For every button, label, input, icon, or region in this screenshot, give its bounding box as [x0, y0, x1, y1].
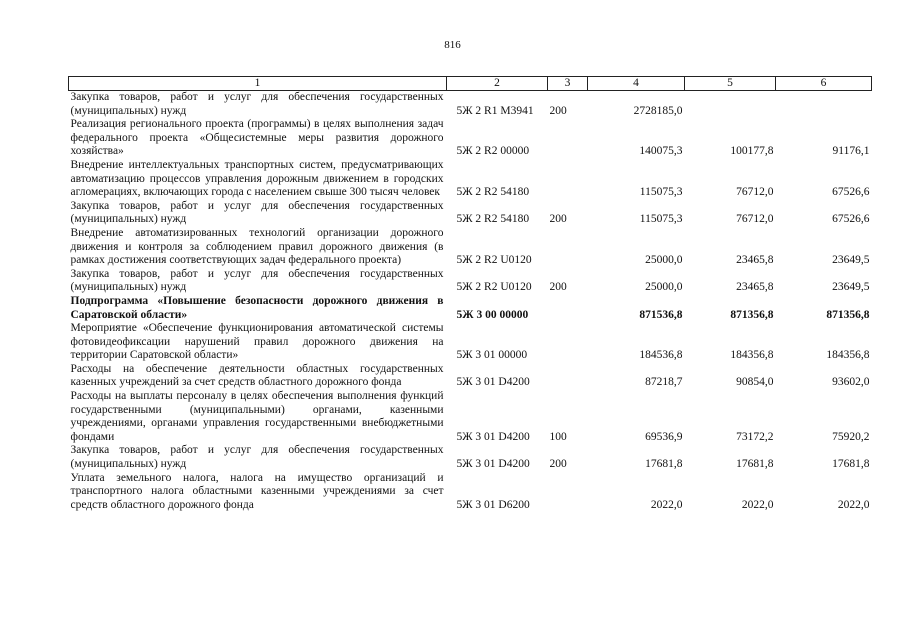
row-value-col-6: 2022,0: [837, 498, 870, 511]
row-name: Закупка товаров, работ и услуг для обеспечения государственных (муниципальных) нужд: [70, 199, 444, 226]
row-kvr: 200: [549, 458, 567, 471]
table-row: [69, 118, 872, 159]
row-code: 5Ж 2 R2 U0120: [456, 254, 532, 267]
header-col-1: 1: [69, 77, 447, 91]
row-code: 5Ж 2 R1 М3941: [456, 104, 534, 117]
row-code: 5Ж 3 01 D4200: [456, 458, 530, 471]
row-code: 5Ж 3 01 D4200: [456, 376, 530, 389]
table-row: [69, 390, 872, 444]
row-name: Закупка товаров, работ и услуг для обеспечения государственных (муниципальных) нужд: [70, 444, 444, 471]
table-row: [69, 363, 872, 390]
row-value-col-6: [776, 91, 872, 119]
row-kvr: 200: [549, 281, 567, 294]
row-value-col-5: 184356,8: [730, 349, 774, 362]
table-header-row: [69, 77, 872, 91]
table-row: [69, 159, 872, 200]
row-value-col-5: 17681,8: [736, 458, 774, 471]
row-code: 5Ж 3 01 D6200: [456, 498, 530, 511]
row-value-col-4: 25000,0: [645, 254, 683, 267]
row-value-col-6: 75920,2: [832, 430, 870, 443]
table-row: [69, 444, 872, 471]
header-col-2: 2: [447, 77, 548, 91]
row-code: 5Ж 3 00 00000: [456, 308, 529, 321]
row-value-col-6: 67526,6: [832, 186, 870, 199]
row-value-col-6: 93602,0: [832, 376, 870, 389]
row-name: Уплата земельного налога, налога на имущество организаций и транспортного налога областными казенными учреждениями за счет средств областного дорожного фонда: [70, 471, 444, 511]
row-name: Расходы на выплаты персоналу в целях обеспечения выполнения функций государственными (муниципальными) органами, казенными учреждениями, органами управления государственными внебюджетными фондами: [70, 390, 444, 443]
row-name: Расходы на обеспечение деятельности областных государственных казенных учреждений за счет средств областного дорожного фонда: [70, 362, 444, 389]
row-value-col-6: 23649,5: [832, 254, 870, 267]
row-kvr: [548, 322, 588, 363]
row-value-col-4: 184536,8: [639, 349, 683, 362]
row-value-col-6: 23649,5: [832, 281, 870, 294]
row-code: 5Ж 2 R2 00000: [456, 145, 530, 158]
row-value-col-5: 23465,8: [736, 281, 774, 294]
row-code: 5Ж 2 R2 U0120: [456, 281, 532, 294]
row-value-col-4: 2728185,0: [633, 104, 683, 117]
row-value-col-4: 2022,0: [650, 498, 683, 511]
table-row: [69, 227, 872, 268]
header-col-4: 4: [588, 77, 685, 91]
budget-table: [68, 76, 872, 512]
row-value-col-5: 871356,8: [730, 308, 774, 321]
header-col-6: 6: [776, 77, 872, 91]
row-kvr: [548, 472, 588, 513]
row-value-col-5: [685, 91, 776, 119]
row-name: Закупка товаров, работ и услуг для обеспечения государственных (муниципальных) нужд: [70, 267, 444, 294]
row-kvr: 100: [549, 430, 567, 443]
table-row: [69, 91, 872, 119]
table-body: [69, 91, 872, 513]
row-kvr: [548, 159, 588, 200]
row-value-col-5: 2022,0: [741, 498, 774, 511]
row-name: Подпрограмма «Повышение безопасности дорожного движения в Саратовской области»: [70, 294, 444, 321]
row-code: 5Ж 2 R2 54180: [456, 186, 530, 199]
row-value-col-6: 871356,8: [826, 308, 870, 321]
row-value-col-6: 17681,8: [832, 458, 870, 471]
table-row: [69, 268, 872, 295]
row-kvr: [548, 363, 588, 390]
row-code: 5Ж 2 R2 54180: [456, 213, 530, 226]
row-value-col-4: 871536,8: [639, 308, 683, 321]
table-row: [69, 200, 872, 227]
row-value-col-4: 69536,9: [645, 430, 683, 443]
table-row: [69, 472, 872, 513]
row-value-col-4: 25000,0: [645, 281, 683, 294]
row-value-col-4: 115075,3: [639, 186, 683, 199]
row-name: Мероприятие «Обеспечение функционирования автоматической системы фотовидеофиксации нарушений правил дорожного движения на территории Саратовской области»: [70, 322, 444, 362]
row-name: Закупка товаров, работ и услуг для обеспечения государственных (муниципальных) нужд: [70, 91, 444, 117]
row-value-col-4: 87218,7: [645, 376, 683, 389]
row-kvr: 200: [549, 104, 567, 117]
row-code: 5Ж 3 01 00000: [456, 349, 528, 362]
page-number: 816: [444, 39, 461, 51]
row-name: Внедрение автоматизированных технологий организации дорожного движения и контроля за соблюдением правил дорожного движения (в рамках достижения соответствующих задач федерального проекта): [70, 226, 444, 267]
row-value-col-4: 115075,3: [639, 213, 683, 226]
row-value-col-6: 91176,1: [832, 145, 870, 158]
row-value-col-5: 23465,8: [736, 254, 774, 267]
row-value-col-5: 73172,2: [736, 430, 774, 443]
row-kvr: [548, 295, 588, 322]
row-value-col-4: 17681,8: [645, 458, 683, 471]
row-value-col-5: 76712,0: [736, 213, 774, 226]
row-value-col-4: 140075,3: [639, 145, 683, 158]
row-kvr: [548, 227, 588, 268]
row-kvr: 200: [549, 213, 567, 226]
header-col-5: 5: [685, 77, 776, 91]
header-col-3: 3: [548, 77, 588, 91]
row-kvr: [548, 118, 588, 159]
table-row: [69, 295, 872, 322]
row-value-col-6: 67526,6: [832, 213, 870, 226]
row-name: Реализация регионального проекта (программы) в целях выполнения задач федерального проекта «Общесистемные меры развития дорожного хозяйства»: [70, 118, 444, 158]
row-name: Внедрение интеллектуальных транспортных систем, предусматривающих автоматизацию процессов управления дорожным движением в городских агломерациях, включающих города с населением свыше 300 тысяч человек: [70, 158, 444, 199]
row-code: 5Ж 3 01 D4200: [456, 430, 530, 443]
row-value-col-5: 76712,0: [736, 186, 774, 199]
row-value-col-6: 184356,8: [826, 349, 870, 362]
row-value-col-5: 90854,0: [736, 376, 774, 389]
row-value-col-5: 100177,8: [730, 145, 774, 158]
table-row: [69, 322, 872, 363]
